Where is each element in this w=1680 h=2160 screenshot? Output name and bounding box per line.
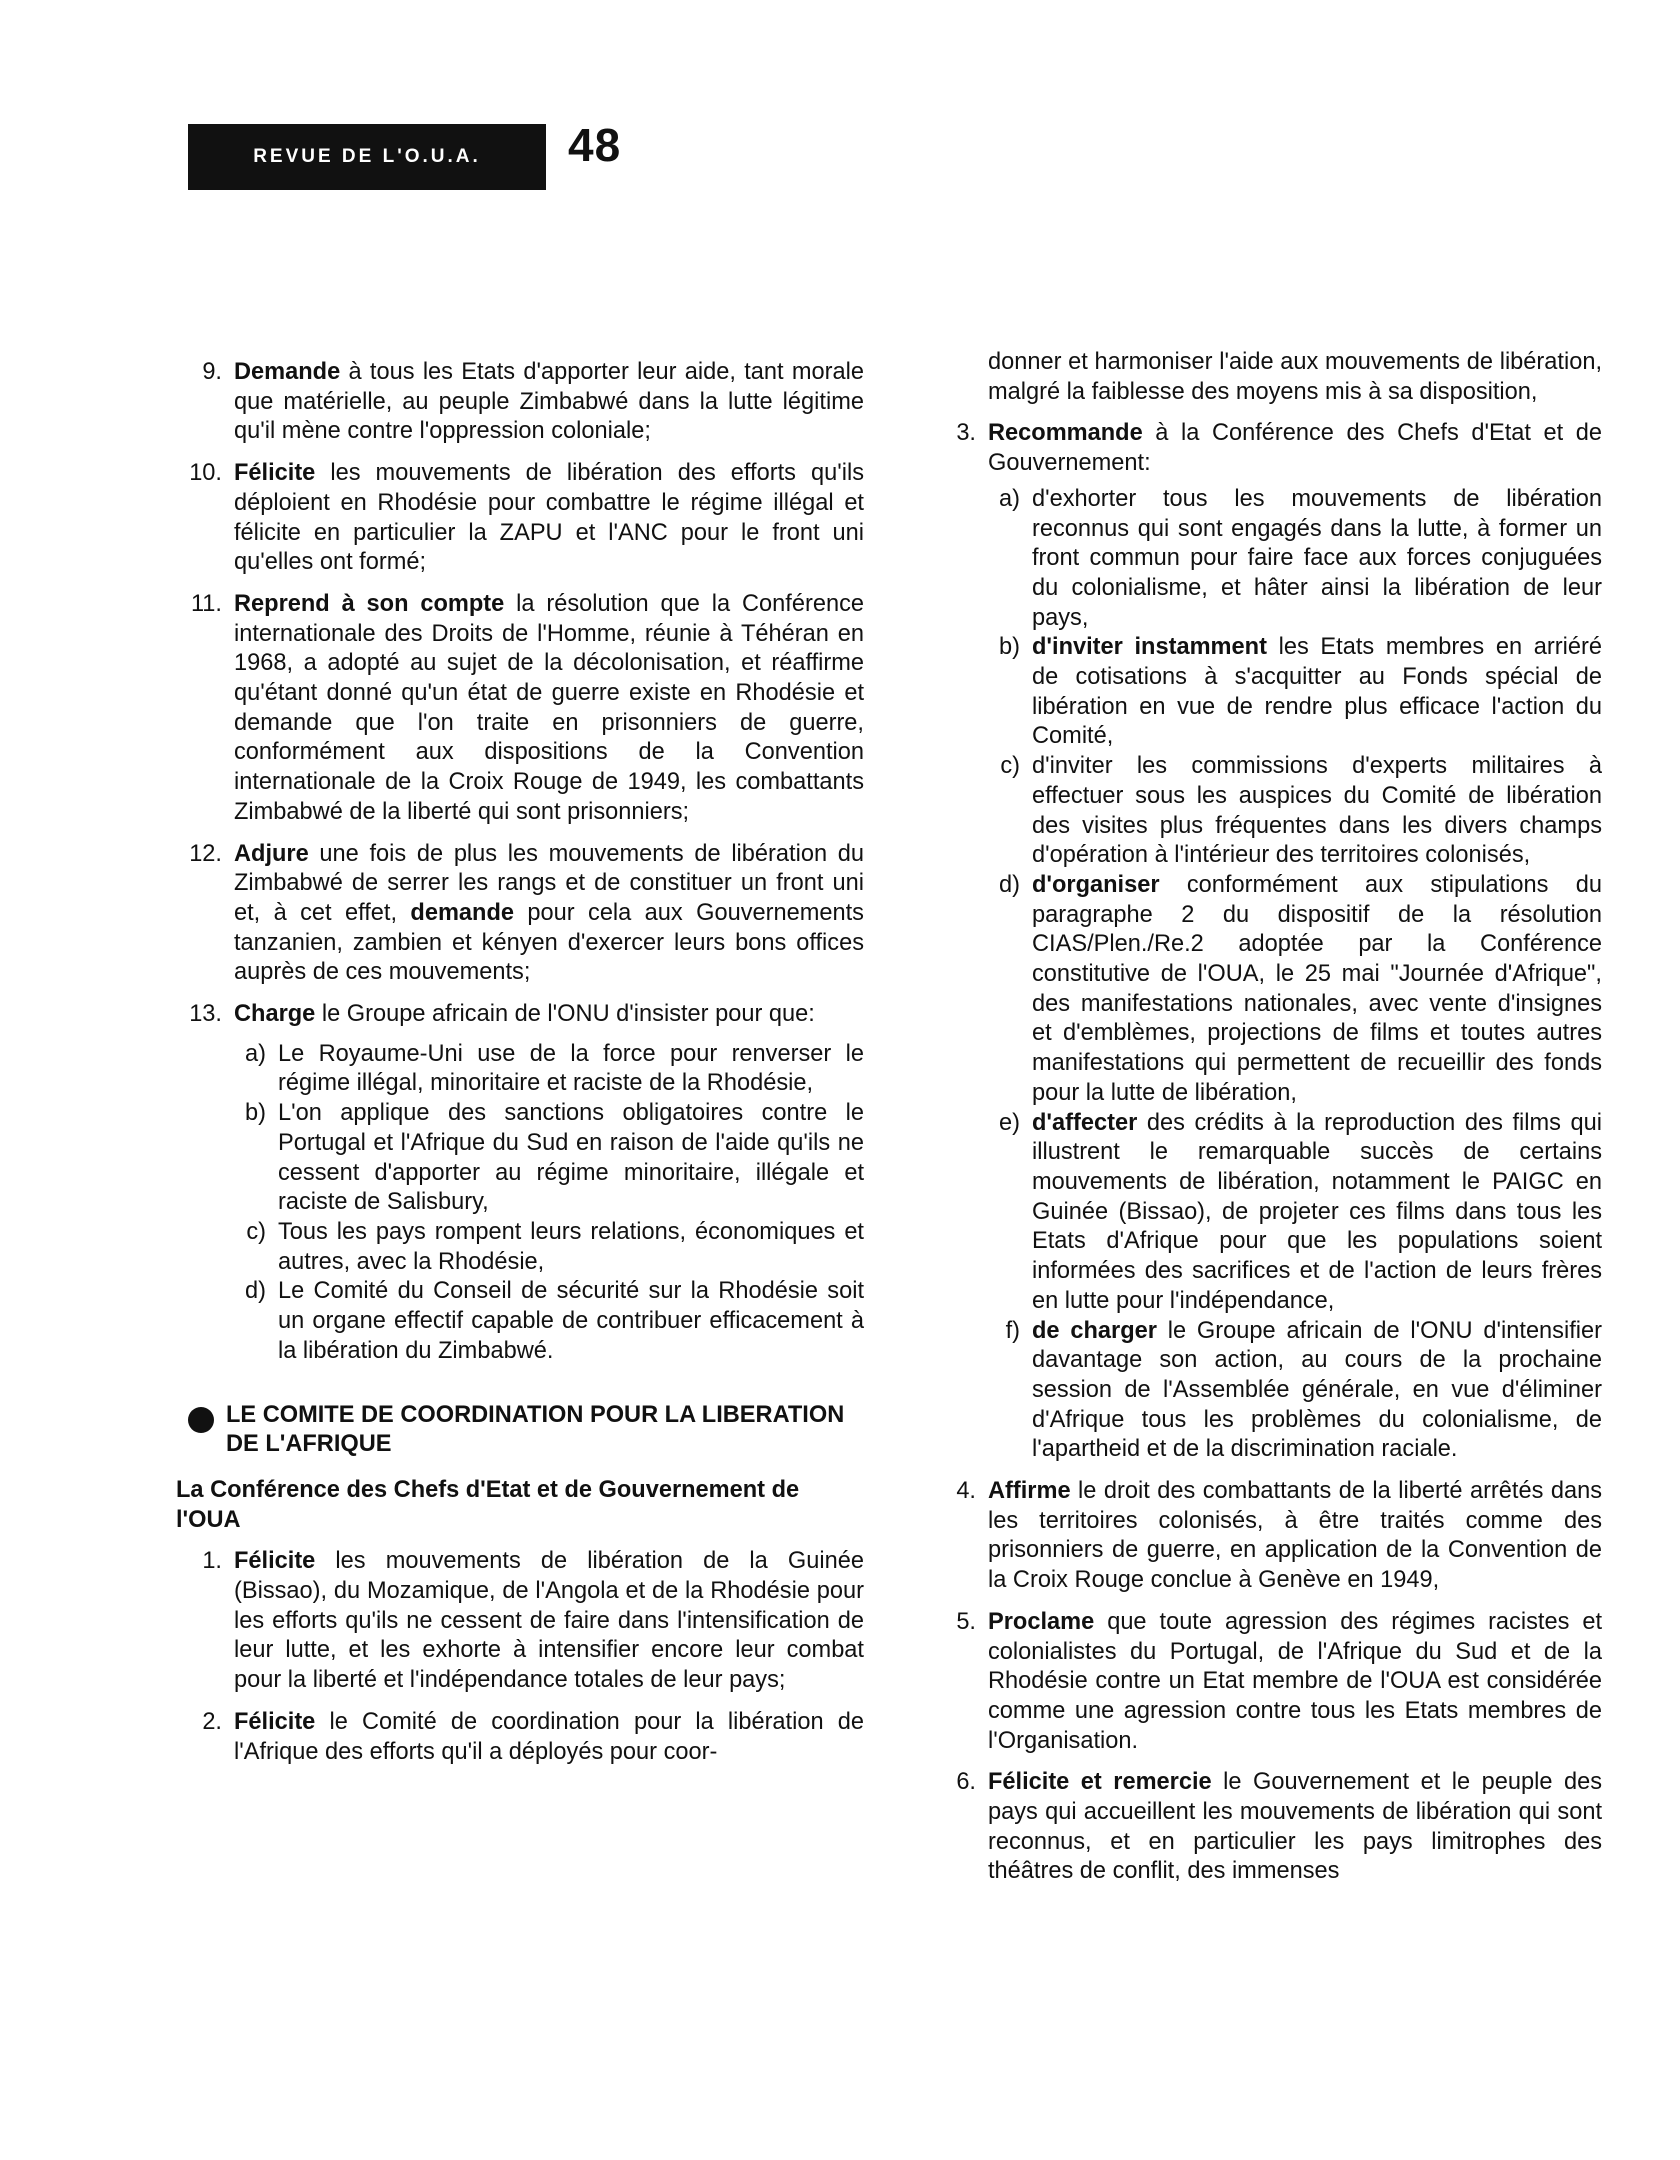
item-number: 4. (956, 1478, 976, 1505)
resolution-item-4 (930, 1477, 1602, 1596)
item-text (234, 590, 864, 828)
continuation-text: donner et harmoniser l'aide aux mouvements de libération, malgré la faiblesse des moyens mis à sa disposition, (988, 349, 1602, 405)
item-keyword: Recommande (988, 420, 1143, 447)
item-text (988, 1608, 1602, 1757)
sub-item (988, 485, 1602, 634)
sub-label: e) (999, 1109, 1020, 1136)
resolution-item-10 (176, 459, 864, 578)
item-body: le droit des combattants de la liberté arrêtés dans les territoires colonisés, à être traités comme des prisonniers de guerre, en application de la Convention de la Croix Rouge conclue à Genève en 1949, (988, 1478, 1602, 1594)
item-text (234, 358, 864, 447)
resolution-item-1 (176, 1547, 864, 1696)
item-body: les mouvements de libération de la Guinée (Bissao), du Mozamique, de l'Angola et de la Rhodésie pour les efforts qu'ils ne cessent de faire dans l'intensification de leur lutte, et les exhorte à intensifier encore leur combat pour la liberté et l'indépendance totales de leur pays; (234, 1548, 864, 1694)
sub-item (988, 871, 1602, 1109)
sub-body: des crédits à la reproduction des films qui illustrent le remarquable succès de certains mouvements de libération, notamment le PAIGC en Guinée (Bissao), de projeter ces films dans tous les Etats d'Afrique pour que les populations soient informées des sacrifices et de l'action de leurs frères en lutte pour l'indépendance, (1032, 1109, 1602, 1314)
item-text (234, 1000, 864, 1030)
left-column (176, 358, 864, 1779)
item-keyword: Félicite (234, 460, 316, 487)
item-text (234, 459, 864, 578)
item-keyword: Reprend à son compte (234, 590, 505, 617)
item-number: 6. (956, 1769, 976, 1796)
item-keyword: Félicite (234, 1708, 316, 1735)
item-number: 2. (202, 1708, 222, 1735)
item-keyword: Charge (234, 1001, 316, 1028)
item-13-sublist (234, 1040, 864, 1367)
section-heading (176, 1401, 864, 1460)
item-keyword: Félicite (234, 1548, 316, 1575)
item-body: une fois de plus les mouvements de libération du Zimbabwé de serrer les rangs et de constituer un front uni et, à cet effet, (234, 840, 864, 926)
sub-text (1032, 633, 1602, 752)
item-keyword: Adjure (234, 840, 309, 867)
sub-text (1032, 1317, 1602, 1466)
resolution-item-6 (930, 1768, 1602, 1887)
item-keyword: Demande (234, 359, 341, 385)
sub-text (1032, 752, 1602, 871)
sub-keyword: d'affecter (1032, 1109, 1138, 1136)
item-text (234, 1547, 864, 1696)
sub-label: b) (999, 634, 1020, 661)
sub-item (234, 1277, 864, 1366)
sub-label: d) (999, 871, 1020, 898)
sub-item (988, 633, 1602, 752)
section-title: LE COMITE DE COORDINATION POUR LA LIBERATION DE L'AFRIQUE (226, 1401, 845, 1458)
item-keyword: Proclame (988, 1608, 1095, 1635)
item-number: 10. (189, 460, 222, 487)
sub-body: les Etats membres en arriéré de cotisations à s'acquitter au Fonds spécial de libération en vue de rendre plus efficace l'action du Comité, (1032, 634, 1602, 750)
section-subtitle: La Conférence des Chefs d'Etat et de Gouvernement de l'OUA (176, 1476, 800, 1533)
resolution-item-12 (176, 840, 864, 989)
item-number: 13. (189, 1001, 222, 1028)
sub-item (988, 1317, 1602, 1466)
sub-item (234, 1218, 864, 1277)
item-body: à la Conférence des Chefs d'Etat et de Gouvernement: (988, 420, 1602, 477)
sub-item (988, 752, 1602, 871)
sub-label: b) (245, 1100, 266, 1127)
bullet-icon (188, 1407, 214, 1433)
item-body: que toute agression des régimes racistes et colonialistes du Portugal, de l'Afrique du Sud et de la Rhodésie contre un Etat membre de l'OUA est considérée comme une agression contre tous les Etats membres de l'Organisation. (988, 1608, 1602, 1754)
sub-label: c) (246, 1218, 266, 1245)
sub-text (1032, 485, 1602, 634)
resolution-item-13 (176, 1000, 864, 1030)
item-keyword: demande (410, 899, 515, 926)
sub-text: L'on applique des sanctions obligatoires contre le Portugal et l'Afrique du Sud en raison de l'aide qu'ils ne cessent d'apporter au régime minoritaire, illégale et raciste de Salisbury, (278, 1100, 864, 1216)
sub-text (1032, 1109, 1602, 1317)
item-keyword: Affirme (988, 1478, 1071, 1505)
resolution-item-5 (930, 1608, 1602, 1757)
item-text (988, 419, 1602, 478)
sub-label: a) (999, 485, 1020, 512)
journal-header (188, 124, 546, 190)
sub-label: d) (245, 1278, 266, 1305)
item-body: pour cela aux Gouvernements tanzanien, zambien et kényen d'exercer leurs bons offices auprès de ces mouvements; (234, 899, 864, 986)
sub-item (234, 1040, 864, 1099)
item-body: le Groupe africain de l'ONU d'insister pour que: (315, 1001, 815, 1028)
item-number: 11. (190, 590, 222, 617)
sub-keyword: de charger (1032, 1317, 1157, 1344)
item-number: 12. (189, 840, 222, 867)
item-number: 5. (956, 1608, 976, 1635)
sub-keyword: d'inviter instamment (1032, 634, 1267, 661)
sub-label: a) (245, 1040, 266, 1067)
resolution-item-9 (176, 358, 864, 447)
sub-text: Le Royaume-Uni use de la force pour renverser le régime illégal, minoritaire et raciste de la Rhodésie, (278, 1040, 864, 1097)
item-body: le Gouvernement et le peuple des pays qui accueillent les mouvements de libération qui sont reconnus, et en particulier les pays limitrophes des théâtres de conflit, des immenses (988, 1769, 1602, 1885)
item-body: la résolution que la Conférence internationale des Droits de l'Homme, réunie à Téhéran en 1968, a adopté au sujet de la décolonisation, et réaffirme qu'étant donné qu'un état de guerre existe en Rhodésie et demande que l'on traite en prisonniers de guerre, conformément aux dispositions de la Convention internationale de la Croix Rouge de 1949, les combattants Zimbabwé de la liberté qui sont prisonniers; (234, 590, 864, 825)
item-number: 1. (202, 1548, 222, 1575)
sub-text: Tous les pays rompent leurs relations, économiques et autres, avec la Rhodésie, (278, 1218, 864, 1275)
sub-body: d'inviter les commissions d'experts militaires à effectuer sous les auspices du Comité de libération des visites plus fréquentes dans les divers champs d'opération à l'intérieur des territoires colonisés, (1032, 753, 1602, 869)
item-number: 3. (956, 420, 976, 447)
item-text (234, 1708, 864, 1767)
right-column (930, 348, 1602, 1899)
journal-title: REVUE DE L'O.U.A. (253, 146, 481, 167)
page-number: 48 (568, 119, 622, 171)
sub-body: d'exhorter tous les mouvements de libération reconnus qui sont engagés dans la lutte, à former un front commun pour faire face aux forces conjuguées du colonialisme, et hâter ainsi la libération de leur pays, (1032, 485, 1602, 631)
sub-label: f) (1005, 1317, 1020, 1344)
sub-text: Le Comité du Conseil de sécurité sur la Rhodésie soit un organe effectif capable de contribuer efficacement à la libération du Zimbabwé. (278, 1278, 864, 1364)
sub-text (1032, 871, 1602, 1109)
resolution-item-2 (176, 1708, 864, 1767)
item-3-sublist (988, 485, 1602, 1465)
sub-body: le Groupe africain de l'ONU d'intensifier davantage son action, au cours de la prochaine session de l'Assemblée générale, en vue d'éliminer d'Afrique tous les problèmes du colonialisme, de l'apartheid et de la discrimination raciale. (1032, 1317, 1602, 1463)
sub-body: conformément aux stipulations du paragraphe 2 du dispositif de la résolution CIAS/Plen./Re.2 adoptée par la Conférence constitutive de l'OUA, le 25 mai "Journée d'Afrique", des manifestations nationales, avec vente d'insignes et d'emblèmes, projections de films et toutes autres manifestations qui permettent de recueillir des fonds pour la lutte de libération, (1032, 871, 1602, 1106)
item-text (234, 840, 864, 989)
resolution-item-11 (176, 590, 864, 828)
resolution-item-3 (930, 419, 1602, 478)
item-body: à tous les Etats d'apporter leur aide, tant morale que matérielle, au peuple Zimbabwé dans la lutte légitime qu'il mène contre l'oppression coloniale; (234, 359, 864, 445)
item-text (988, 1768, 1602, 1887)
item-body: le Comité de coordination pour la libération de l'Afrique des efforts qu'il a déployés pour coor- (234, 1708, 864, 1765)
item-body: les mouvements de libération des efforts qu'ils déploient en Rhodésie pour combattre le régime illégal et félicite en particulier la ZAPU et l'ANC pour le front uni qu'elles ont formé; (234, 460, 864, 576)
sub-item (234, 1099, 864, 1218)
item-keyword: Félicite et remercie (988, 1769, 1212, 1796)
sub-label: c) (1000, 753, 1020, 780)
item-number: 9. (202, 359, 222, 385)
sub-keyword: d'organiser (1032, 871, 1160, 898)
sub-item (988, 1109, 1602, 1317)
item-text (988, 1477, 1602, 1596)
